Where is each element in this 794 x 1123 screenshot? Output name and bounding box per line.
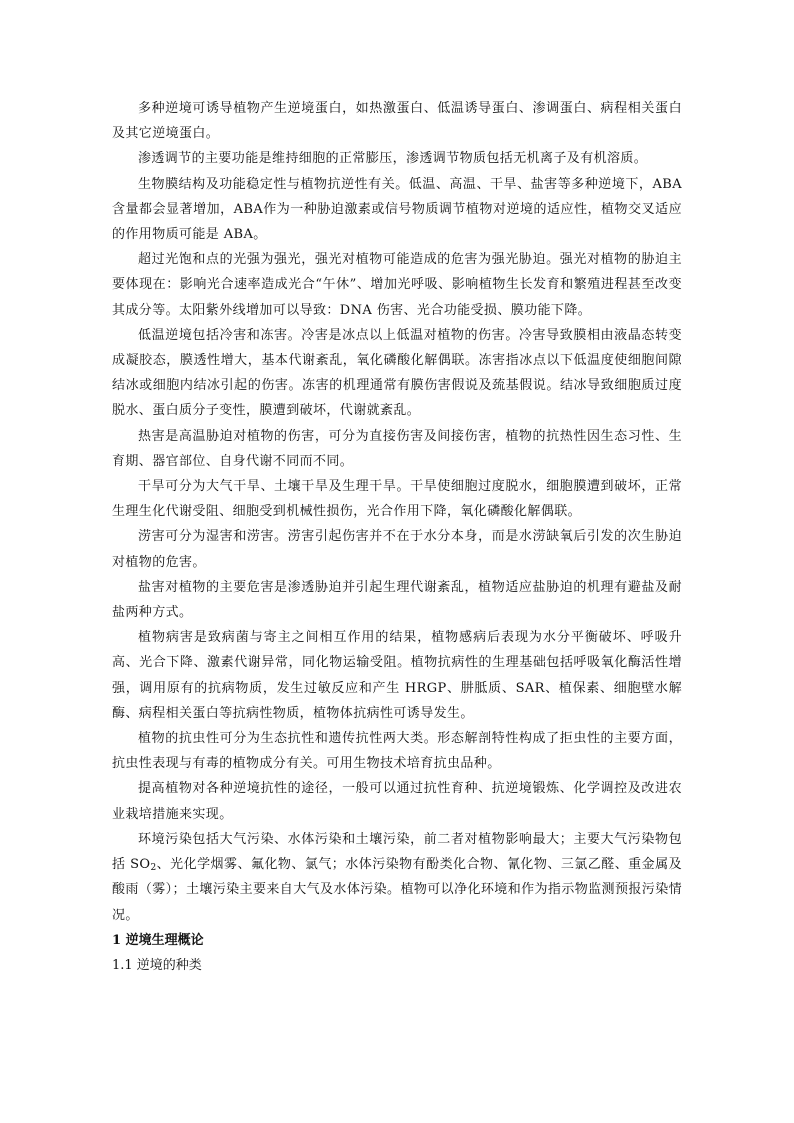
document-body bbox=[112, 96, 682, 978]
paragraph-low-temperature: 低温逆境包括冷害和冻害。冷害是冰点以上低温对植物的伤害。冷害导致膜相由液晶态转变成凝胶态，膜透性增大，基本代谢紊乱，氧化磷酸化解偶联。冻害指冰点以下低温度使细胞间隙结冰或细胞内结冰引起的伤害。冻害的机理通常有膜伤害假说及巯基假说。结冰导致细胞质过度脱水、蛋白质分子变性，膜遭到破坏，代谢就紊乱。 bbox=[112, 327, 682, 419]
paragraph-drought: 干旱可分为大气干旱、土壤干旱及生理干旱。干旱使细胞过度脱水，细胞膜遭到破坏，正常生理生化代谢受阻、细胞受到机械性损伤，光合作用下降，氧化磷酸化解偶联。 bbox=[112, 479, 682, 520]
paragraph-stress-proteins: 多种逆境可诱导植物产生逆境蛋白，如热激蛋白、低温诱导蛋白、渗调蛋白、病程相关蛋白及其它逆境蛋白。 bbox=[112, 101, 682, 142]
paragraph-osmotic-regulation: 渗透调节的主要功能是维持细胞的正常膨压，渗透调节物质包括无机离子及有机溶质。 bbox=[138, 151, 648, 167]
section-heading: 1 逆境生理概论 bbox=[112, 932, 204, 948]
paragraph-improve-resistance: 提高植物对各种逆境抗性的途径，一般可以通过抗性育种、抗逆境锻炼、化学调控及改进农业栽培措施来实现。 bbox=[112, 781, 682, 822]
paragraph-insect-resistance: 植物的抗虫性可分为生态抗性和遗传抗性两大类。形态解剖特性构成了拒虫性的主要方面，抗虫性表现与有毒的植物成分有关。可用生物技术培育抗虫品种。 bbox=[112, 731, 682, 772]
paragraph-plant-disease: 植物病害是致病菌与寄主之间相互作用的结果，植物感病后表现为水分平衡破坏、呼吸升高、光合下降、激素代谢异常，同化物运输受阻。植物抗病性的生理基础包括呼吸氧化酶活性增强，调用原有的抗病物质，发生过敏反应和产生 HRGP、肼胝质、SAR、植保素、细胞壁水解酶、病程相关蛋白等抗病性物质，植物体抗病性可诱导发生。 bbox=[112, 630, 682, 721]
paragraph-salt-damage: 盐害对植物的主要危害是渗透胁迫并引起生理代谢紊乱，植物适应盐胁迫的机理有避盐及耐盐两种方式。 bbox=[112, 579, 682, 621]
pollution-text-before: 环境污染包括大气污染、水体污染和土壤污染，前二者对植物影响最大；主要大气污染物包括 SO bbox=[112, 831, 682, 873]
pollution-text-after: 、光化学烟雾、氟化物、氯气；水体污染物有酚类化合物、氰化物、三氯乙醛、重金属及酸雨（雾）；土壤污染主要来自大气及水体污染。植物可以净化环境和作为指示物监测预报污染情况。 bbox=[112, 857, 683, 923]
so2-subscript: 2 bbox=[150, 863, 157, 874]
paragraph-environmental-pollution bbox=[112, 827, 682, 928]
paragraph-strong-light: 超过光饱和点的光强为强光，强光对植物可能造成的危害为强光胁迫。强光对植物的胁迫主要体现在：影响光合速率造成光合“午休”、增加光呼吸、影响植物生长发育和繁殖进程甚至改变其成分等。太阳紫外线增加可以导致：DNA 伤害、光合功能受损、膜功能下降。 bbox=[112, 252, 682, 318]
paragraph-membrane-aba: 生物膜结构及功能稳定性与植物抗逆性有关。低温、高温、干旱、盐害等多种逆境下，ABA含量都会显著增加，ABA作为一种胁迫激素或信号物质调节植物对逆境的适应性，植物交叉适应的作用物质可能是 ABA。 bbox=[112, 176, 682, 243]
paragraph-heat-damage: 热害是高温胁迫对植物的伤害，可分为直接伤害及间接伤害，植物的抗热性因生态习性、生育期、器官部位、自身代谢不同而不同。 bbox=[112, 428, 682, 469]
subsection-heading: 1.1 逆境的种类 bbox=[112, 957, 202, 973]
paragraph-flooding: 涝害可分为湿害和涝害。涝害引起伤害并不在于水分本身，而是水涝缺氧后引发的次生胁迫对植物的危害。 bbox=[112, 529, 682, 570]
